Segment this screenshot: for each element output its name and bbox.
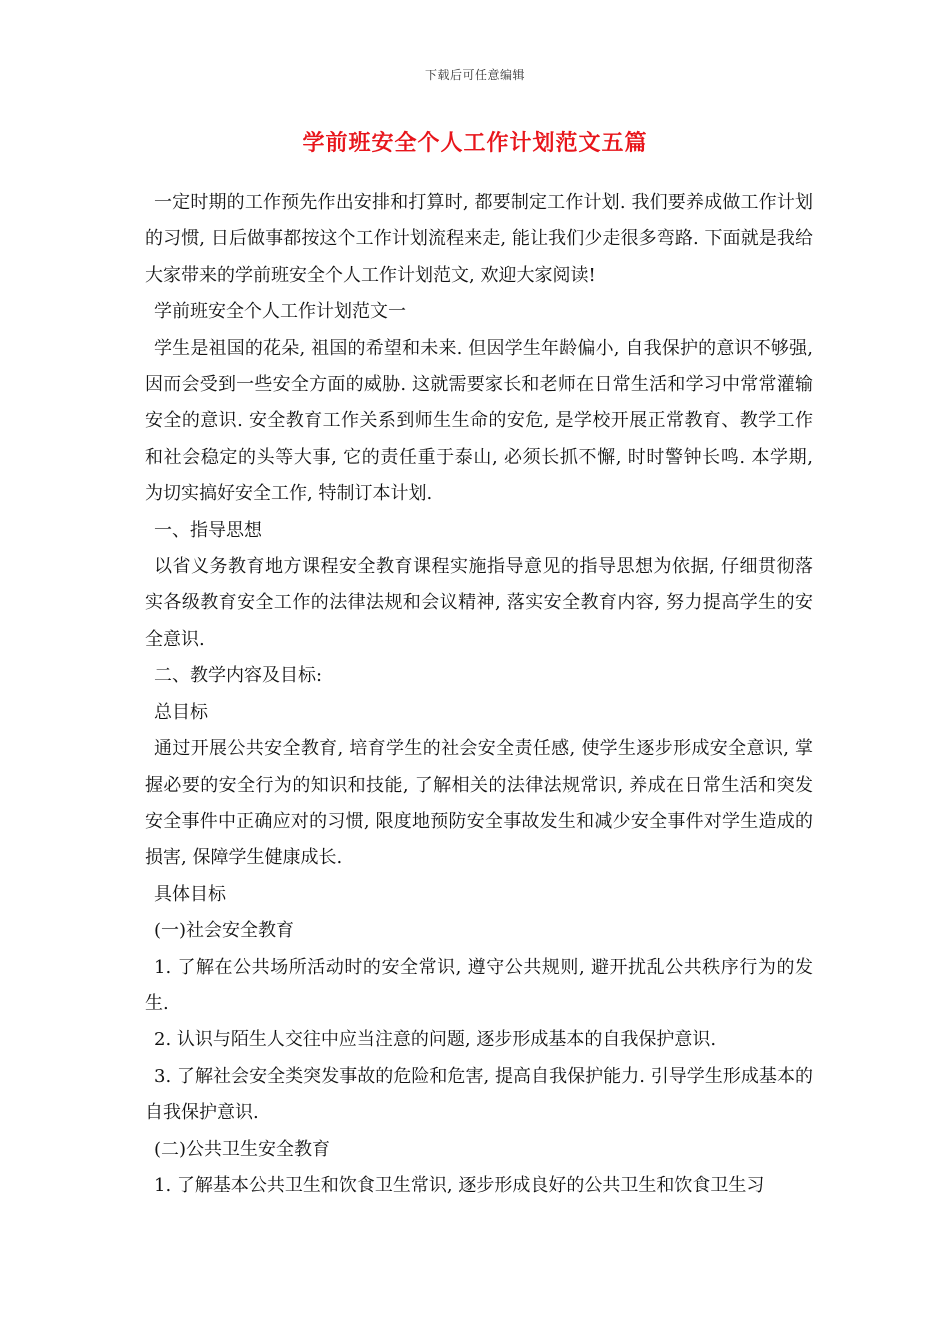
document-title: 学前班安全个人工作计划范文五篇: [302, 130, 648, 156]
document-body: [145, 185, 813, 1204]
list-item: 2. 认识与陌生人交往中应当注意的问题, 逐步形成基本的自我保护意识.: [154, 1029, 717, 1051]
paragraph-background: 学生是祖国的花朵, 祖国的希望和未来. 但因学生年龄偏小, 自我保护的意识不够强, 因而会受到一些安全方面的威胁. 这就需要家长和老师在日常生活和学习中常常灌输安全的意识. 安全教育工作关系到师生生命的安危, 是学校开展正常教育、教学工作和社会稳定的头等大事, 它的责任重于泰山, 必须长抓不懈, 时时警钟长鸣. 本学期, 为切实搞好安全工作, 特制订本计划.: [145, 337, 813, 505]
paragraph-guiding-ideology: 以省义务教育地方课程安全教育课程实施指导意见的指导思想为依据, 仔细贯彻落实各级教育安全工作的法律法规和会议精神, 落实安全教育内容, 努力提高学生的安全意识.: [145, 556, 813, 650]
heading-content-goals: 二、教学内容及目标:: [154, 665, 323, 687]
paragraph-overall-goal: 通过开展公共安全教育, 培育学生的社会安全责任感, 使学生逐步形成安全意识, 掌握必要的安全行为的知识和技能, 了解相关的法律法规常识, 养成在日常生活和突发安全事件中正确应对的习惯, 限度地预防安全事故发生和减少安全事件对学生造成的损害, 保障学生健康成长.: [145, 738, 813, 869]
list-item: 1. 了解在公共场所活动时的安全常识, 遵守公共规则, 避开扰乱公共秩序行为的发生.: [145, 956, 813, 1014]
heading-public-health: (二)公共卫生安全教育: [154, 1138, 331, 1160]
heading-guiding-ideology: 一、指导思想: [154, 519, 262, 541]
paragraph-section-title: 学前班安全个人工作计划范文一: [154, 301, 406, 323]
paragraph-intro: 一定时期的工作预先作出安排和打算时, 都要制定工作计划. 我们要养成做工作计划的习惯, 日后做事都按这个工作计划流程来走, 能让我们少走很多弯路. 下面就是我给大家带来的学前班安全个人工作计划范文, 欢迎大家阅读!: [145, 192, 813, 286]
list-item: 1. 了解基本公共卫生和饮食卫生常识, 逐步形成良好的公共卫生和饮食卫生习: [154, 1174, 765, 1196]
heading-overall-goal: 总目标: [154, 701, 208, 723]
header-note: 下载后可任意编辑: [424, 68, 525, 82]
heading-social-safety: (一)社会安全教育: [154, 920, 295, 942]
list-item: 3. 了解社会安全类突发事故的危险和危害, 提高自我保护能力. 引导学生形成基本的自我保护意识.: [145, 1065, 813, 1124]
heading-specific-goals: 具体目标: [154, 883, 226, 905]
